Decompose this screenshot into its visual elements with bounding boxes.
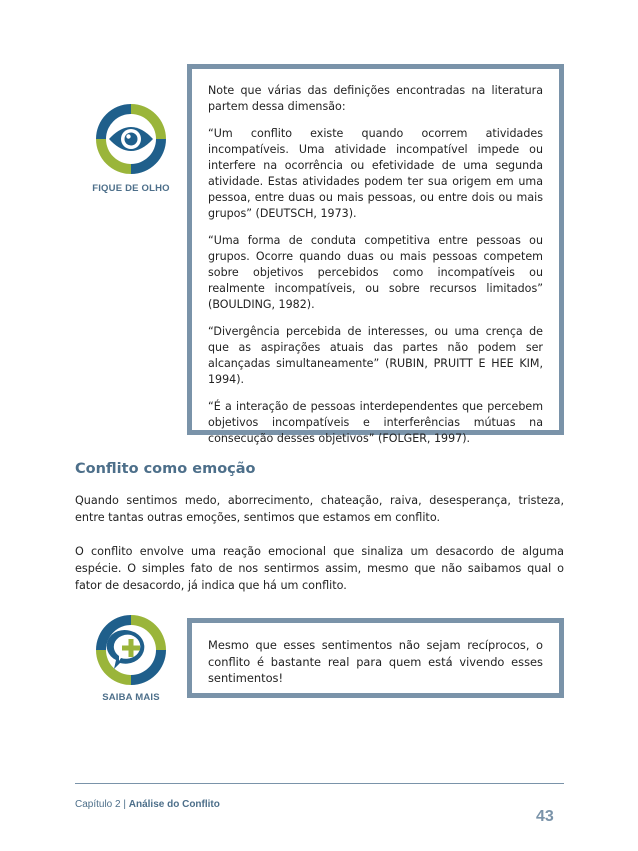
note-intro: Note que várias das definições encontradas na literatura partem dessa dimensão: [208, 84, 543, 113]
footer-separator: | [120, 799, 129, 810]
saiba-mais-text: Mesmo que esses sentimentos não sejam recíprocos, o conflito é bastante real para quem está vivendo esses sentimentos! [208, 638, 543, 685]
fique-de-olho-icon-block [82, 101, 180, 194]
footer-divider [75, 783, 564, 784]
saiba-mais-icon-block [82, 612, 180, 703]
quote-boulding: “Uma forma de conduta competitiva entre pessoas ou grupos. Ocorre quando duas ou mais pessoas competem sobre objetivos percebidos como incompatíveis ou realmente incompatíveis, ou sobre recursos limitados” (BOULDING, 1982). [208, 234, 543, 311]
fique-de-olho-label: FIQUE DE OLHO [92, 183, 170, 194]
quote-folger: “É a interação de pessoas interdependentes que percebem objetivos incompatíveis e interferências mútuas na consecução desses objetivos” (FOLGER, 1997). [208, 400, 543, 445]
paragraph-1: Quando sentimos medo, aborrecimento, chateação, raiva, desesperança, tristeza, entre tantas outras emoções, sentimos que estamos em conflito. [75, 494, 564, 524]
quote-deutsch: “Um conflito existe quando ocorrem atividades incompatíveis. Uma atividade incompatível impede ou interfere na ocorrência ou efetividade de uma segunda atividade. Estas atividades podem ter sua origem em uma pessoa, entre duas ou mais pessoas, ou entre dois ou mais grupos” (DEUTSCH, 1973). [208, 127, 543, 220]
paragraph-2: O conflito envolve uma reação emocional que sinaliza um desacordo de alguma espécie. O simples fato de nos sentirmos assim, mesmo que não saibamos qual o fator de desacordo, já indica que há um conflito. [75, 545, 564, 592]
footer-chapter [75, 799, 220, 810]
chapter-number: Capítulo 2 [75, 799, 121, 810]
page-number: 43 [536, 808, 554, 825]
saiba-mais-label: SAIBA MAIS [102, 692, 160, 703]
fique-de-olho-box [187, 64, 564, 445]
quote-rubin: “Divergência percebida de interesses, ou uma crença de que as aspirações atuais das partes não podem ser alcançadas simultaneamente” (RUBIN, PRUITT E HEE KIM, 1994). [208, 325, 543, 386]
chapter-title: Análise do Conflito [128, 799, 220, 810]
section-title: Conflito como emoção [75, 461, 256, 477]
saiba-mais-box [187, 618, 564, 698]
speech-bubble-plus-icon [93, 612, 169, 688]
eye-icon [93, 101, 169, 177]
